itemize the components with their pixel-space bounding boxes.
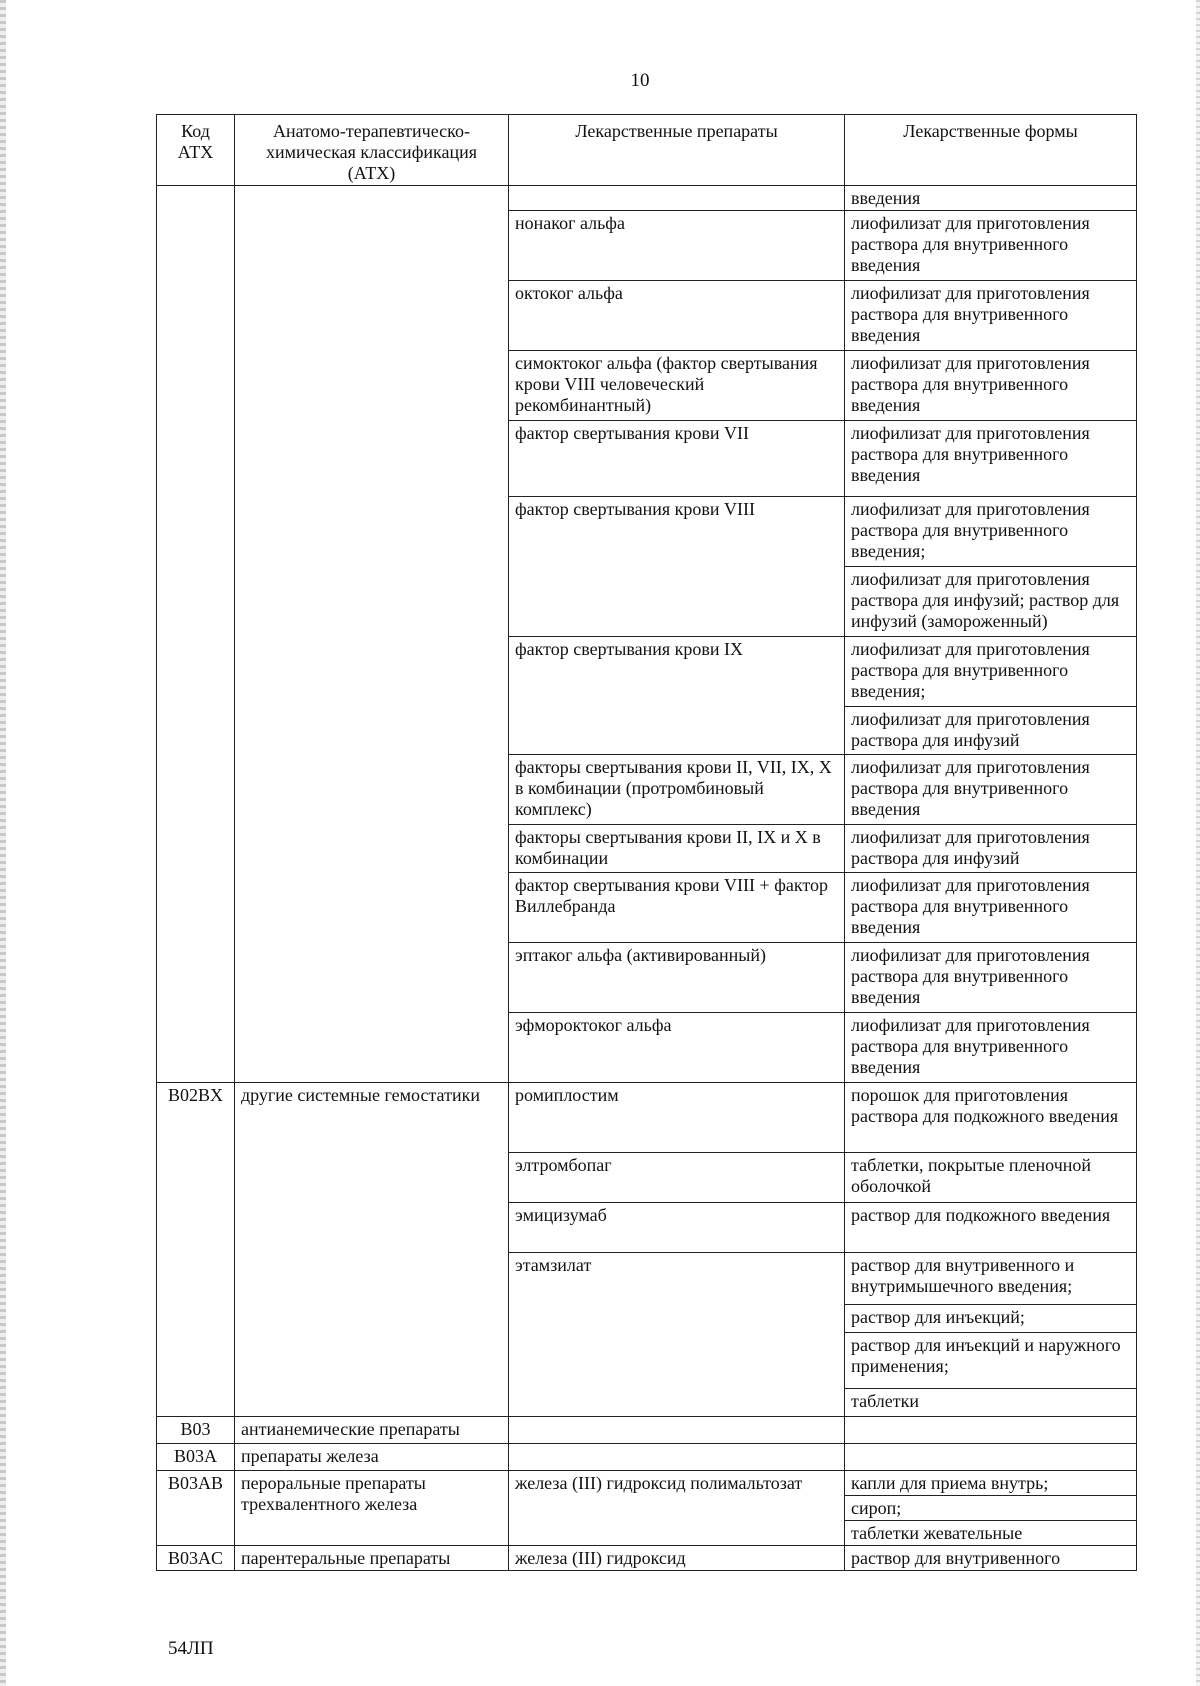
- drug-cell: фактор свертывания крови VIII: [509, 497, 845, 637]
- drug-cell: [509, 186, 845, 211]
- table-header-row: [157, 115, 1137, 186]
- header-classification: Анатомо-терапевтическо-химическая классификация (АТХ): [235, 115, 509, 186]
- table-row: [157, 1546, 1137, 1571]
- drug-cell: фактор свертывания крови VIII + фактор Виллебранда: [509, 873, 845, 943]
- form-cell: таблетки жевательные: [845, 1521, 1137, 1546]
- form-cell: лиофилизат для приготовления раствора для инфузий; раствор для инфузий (замороженный): [845, 567, 1137, 637]
- drug-cell: симоктоког альфа (фактор свертывания крови VIII человеческий рекомбинантный): [509, 351, 845, 421]
- drug-cell: эмицизумаб: [509, 1203, 845, 1253]
- drug-cell: факторы свертывания крови II, IX и X в комбинации: [509, 825, 845, 873]
- header-forms: Лекарственные формы: [845, 115, 1137, 186]
- table-row: [157, 1417, 1137, 1444]
- drug-cell: эптаког альфа (активированный): [509, 943, 845, 1013]
- form-cell: сироп;: [845, 1496, 1137, 1521]
- drug-cell: фактор свертывания крови VII: [509, 421, 845, 497]
- form-cell: [845, 1444, 1137, 1471]
- drug-cell: [509, 1417, 845, 1444]
- drug-cell: железа (III) гидроксид: [509, 1546, 845, 1571]
- classification-cell: антианемические препараты: [235, 1417, 509, 1444]
- form-cell: раствор для внутривенного: [845, 1546, 1137, 1571]
- code-cell: B03: [157, 1417, 235, 1444]
- drug-cell: ромиплостим: [509, 1083, 845, 1153]
- form-cell: порошок для приготовления раствора для подкожного введения: [845, 1083, 1137, 1153]
- form-cell: лиофилизат для приготовления раствора для внутривенного введения: [845, 1013, 1137, 1083]
- form-cell: [845, 1417, 1137, 1444]
- form-cell: лиофилизат для приготовления раствора для внутривенного введения: [845, 211, 1137, 281]
- form-cell: раствор для подкожного введения: [845, 1203, 1137, 1253]
- drug-cell: октоког альфа: [509, 281, 845, 351]
- form-cell: введения: [845, 186, 1137, 211]
- drug-cell: железа (III) гидроксид полимальтозат: [509, 1471, 845, 1546]
- form-cell: лиофилизат для приготовления раствора для внутривенного введения: [845, 755, 1137, 825]
- drug-cell: фактор свертывания крови IX: [509, 637, 845, 755]
- form-cell: таблетки, покрытые пленочной оболочкой: [845, 1153, 1137, 1203]
- code-cell: B03A: [157, 1444, 235, 1471]
- form-cell: лиофилизат для приготовления раствора для инфузий: [845, 707, 1137, 755]
- classification-cell: препараты железа: [235, 1444, 509, 1471]
- code-cell: B02BX: [157, 1083, 235, 1417]
- document-code-footer: 54ЛП: [168, 1638, 214, 1659]
- drug-cell: этамзилат: [509, 1253, 845, 1417]
- drug-cell: нонаког альфа: [509, 211, 845, 281]
- drug-cell: элтромбопаг: [509, 1153, 845, 1203]
- drug-cell: [509, 1444, 845, 1471]
- form-cell: лиофилизат для приготовления раствора для внутривенного введения: [845, 421, 1137, 497]
- scan-edge-left: [0, 0, 6, 1686]
- code-cell: B03AB: [157, 1471, 235, 1546]
- classification-cell: [235, 186, 509, 1083]
- form-cell: лиофилизат для приготовления раствора для внутривенного введения: [845, 281, 1137, 351]
- page-number: 10: [630, 70, 650, 91]
- classification-cell: парентеральные препараты: [235, 1546, 509, 1571]
- code-cell: B03AC: [157, 1546, 235, 1571]
- scan-edge-right: [1196, 0, 1200, 1686]
- form-cell: таблетки: [845, 1389, 1137, 1417]
- form-cell: лиофилизат для приготовления раствора для внутривенного введения: [845, 943, 1137, 1013]
- header-code: Код АТХ: [157, 115, 235, 186]
- classification-cell: пероральные препараты трехвалентного железа: [235, 1471, 509, 1546]
- classification-cell: другие системные гемостатики: [235, 1083, 509, 1417]
- drug-cell: факторы свертывания крови II, VII, IX, X в комбинации (протромбиновый комплекс): [509, 755, 845, 825]
- form-cell: раствор для инъекций;: [845, 1305, 1137, 1333]
- table-row: [157, 186, 1137, 211]
- form-cell: лиофилизат для приготовления раствора для инфузий: [845, 825, 1137, 873]
- form-cell: лиофилизат для приготовления раствора для внутривенного введения;: [845, 497, 1137, 567]
- drug-cell: эфмороктоког альфа: [509, 1013, 845, 1083]
- form-cell: капли для приема внутрь;: [845, 1471, 1137, 1496]
- code-cell: [157, 186, 235, 1083]
- table-row: [157, 1471, 1137, 1496]
- form-cell: раствор для внутривенного и внутримышечного введения;: [845, 1253, 1137, 1305]
- table-row: [157, 1083, 1137, 1153]
- table-row: [157, 1444, 1137, 1471]
- header-drugs: Лекарственные препараты: [509, 115, 845, 186]
- form-cell: лиофилизат для приготовления раствора для внутривенного введения: [845, 873, 1137, 943]
- atx-drug-table: [156, 114, 1137, 1571]
- form-cell: раствор для инъекций и наружного применения;: [845, 1333, 1137, 1389]
- form-cell: лиофилизат для приготовления раствора для внутривенного введения;: [845, 637, 1137, 707]
- form-cell: лиофилизат для приготовления раствора для внутривенного введения: [845, 351, 1137, 421]
